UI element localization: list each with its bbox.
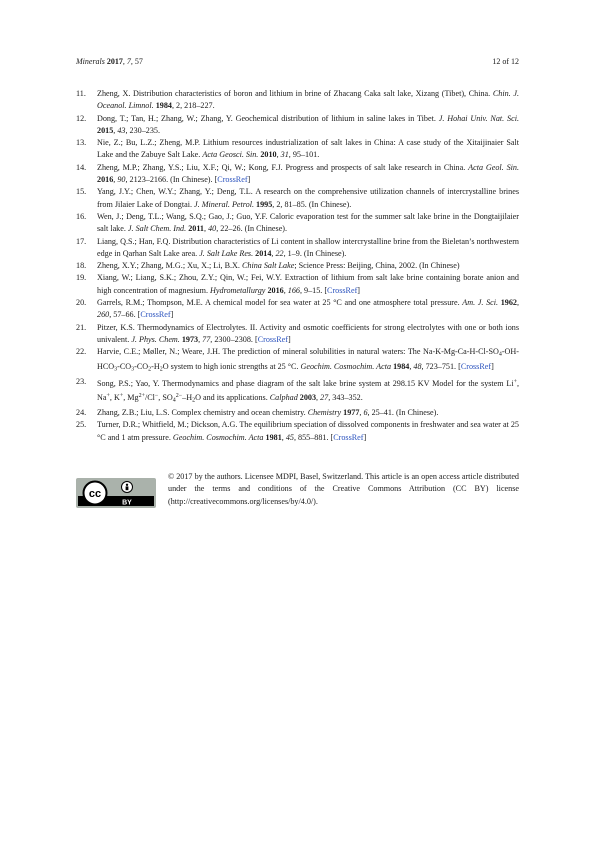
reference-journal: Geochim. Cosmochim. Acta [300,362,392,372]
reference-text: O and its applications. [195,393,270,403]
reference-journal: J. Phys. Chem. [131,334,180,344]
superscript: 2− [175,393,183,400]
reference-text: Xiang, W.; Liang, S.K.; Zhou, Z.Y.; Qin, W.; Fei, W.Y. Extraction of lithium from salt lake brine containing borate anion and high concentration of magnesium. [97,273,519,295]
reference-text: , 2, 218–227. [171,101,215,111]
reference-list [76,88,519,444]
reference-text: , [409,362,414,372]
reference-text: , 343–352. [328,393,363,403]
reference-text: Nie, Z.; Bu, L.Z.; Zheng, M.P. Lithium resources industrialization of salt lakes in China: A case study of the Xitaijinaier Salt Lake and the Zabuye Salt Lake. [97,138,519,160]
reference-journal: 90 [117,175,126,185]
reference-year: 1995 [256,199,273,209]
reference-text: Song, P.S.; Yao, Y. Thermodynamics and phase diagram of the salt lake brine system at 298.15 KV Model for the system Li [97,378,514,388]
reference-year: 1984 [155,101,172,111]
reference-text: , 230–235. [125,125,160,135]
reference-item [76,407,519,419]
crossref-link[interactable]: CrossRef [217,175,248,185]
reference-text: , Mg [123,393,139,403]
reference-text: , [281,432,286,442]
reference-number: 13. [76,138,87,148]
reference-year: 1962 [500,298,517,308]
crossref-link[interactable]: CrossRef [460,362,492,372]
reference-journal: 40 [208,224,217,234]
reference-number: 16. [76,211,87,221]
reference-text: , 2, 81–85. (In Chinese). [272,199,352,209]
reference-journal: Geochim. Cosmochim. Acta [172,432,264,442]
license-block [76,471,519,519]
crossref-link[interactable]: CrossRef [333,432,364,442]
page-header [76,57,519,69]
reference-text: Zheng, X.Y.; Zhang, M.G.; Xu, X.; Li, B.X. [97,261,242,271]
reference-text: , 855–881. [ [293,432,334,442]
reference-item [76,137,519,162]
reference-number: 18. [76,261,87,271]
cc-badge-text: cc [88,488,102,500]
reference-number: 19. [76,273,87,283]
reference-text: –H [182,393,193,403]
reference-text: , 2123–2166. (In Chinese). [ [125,175,218,185]
reference-text: , [271,248,276,258]
reference-text: -CO [134,362,149,372]
journal-volume: 7 [126,57,131,66]
reference-text: ] [363,432,367,442]
reference-journal: Chin. J. Oceanol. Limnol. [97,89,519,111]
superscript: + [106,393,110,400]
subscript: 2 [192,397,196,404]
subscript: 4 [172,397,176,404]
reference-text: , K [109,393,120,403]
reference-text: , 9–15. [ [299,285,328,295]
reference-item [76,211,519,236]
journal-citation: Minerals 2017, 7, 57 [76,57,143,66]
reference-text: , [276,150,281,160]
subscript: 4 [498,351,502,358]
reference-text: ] [247,175,251,185]
journal-name: Minerals [76,57,105,66]
reference-text: , [316,393,321,403]
cc-by-license-icon[interactable] [76,478,156,508]
reference-item [76,297,519,322]
reference-year: 2016 [97,175,114,185]
reference-number: 15. [76,187,87,197]
article-number: 57 [134,57,143,66]
by-badge-text: BY [122,499,132,507]
subscript: 2 [148,366,152,373]
reference-text: , 22–26. (In Chinese). [216,224,288,234]
reference-item [76,162,519,187]
reference-journal: 77 [202,334,211,344]
reference-item [76,88,519,113]
reference-year: 1977 [343,407,360,417]
reference-text: , [113,125,118,135]
reference-journal: 166 [287,285,300,295]
reference-text: , [359,407,364,417]
reference-number: 21. [76,322,87,332]
reference-year: 2003 [299,393,317,403]
reference-text: , [283,285,288,295]
reference-number: 17. [76,236,87,246]
reference-item [76,272,519,297]
superscript: 2+ [138,393,145,400]
reference-number: 25. [76,420,87,430]
reference-text: Wen, J.; Deng, T.L.; Wang, S.Q.; Gao, J.; Guo, Y.F. Caloric evaporation test for the summer salt lake brine in the Dongtaijilaier salt lake. [97,211,519,234]
reference-number: 12. [76,113,87,123]
reference-text: ] [491,362,494,372]
reference-text: Zhang, Z.B.; Liu, L.S. Complex chemistry and ocean chemistry. [97,407,308,417]
reference-text: Pitzer, K.S. Thermodynamics of Electrolytes. II. Activity and osmotic coefficients for strong electrolytes with one or both ions univalent. [97,322,519,344]
superscript: − [154,393,159,400]
superscript: + [513,378,517,385]
reference-journal: Am. J. Sci. [462,298,499,308]
reference-item [76,346,519,376]
reference-item [76,236,519,261]
reference-text: ] [287,334,291,344]
reference-journal: 27 [320,393,329,403]
reference-journal: 45 [285,432,294,442]
reference-journal: 260 [97,310,110,320]
reference-journal: Hydrometallurgy [210,285,266,295]
reference-text: Turner, D.R.; Whitfield, M.; Dickson, A.G. The equilibrium speciation of dissolved components in freshwater and sea water at 25 °C and 1 atm pressure. [97,420,519,442]
reference-text: Dong, T.; Tan, H.; Zhang, W.; Zhang, Y. Geochemical distribution of lithium in saline lakes in Tibet. [97,113,439,123]
reference-text: Liang, Q.S.; Han, F.Q. Distribution characteristics of Li content in shallow intercrystalline brine from the Bieletan’s northwestern edge in Qarhan Salt Lake area. [97,236,519,258]
reference-item [76,260,519,272]
reference-journal: 6 [363,407,368,417]
reference-text: ] [357,285,360,295]
journal-year: 2017 [106,57,123,66]
reference-text: Yang, J.Y.; Chen, W.Y.; Zhang, Y.; Deng, T.L. A research on the comprehensive utilization channels of intercrystalline brines from Jilaier Lake of Dongtai. [97,187,519,209]
reference-journal: J. Hohai Univ. Nat. Sci. [438,113,519,123]
reference-text: Zheng, M.P.; Zhang, Y.S.; Liu, X.F.; Qi, W.; Kong, F.J. Progress and prospects of salt lake research in China. [97,162,469,172]
reference-text: , [516,298,520,308]
reference-text: , 2300–2308. [ [210,334,258,344]
superscript: + [119,393,124,400]
reference-number: 20. [76,298,87,308]
subscript: 3 [114,366,118,373]
reference-text: , Na [97,378,519,403]
reference-item [76,113,519,138]
reference-text: , 57–66. [ [109,310,141,320]
reference-number: 22. [76,347,87,357]
reference-number: 11. [76,89,86,98]
reference-journal: Calphad [269,393,298,403]
reference-year: 2011 [188,224,204,234]
crossref-link[interactable]: CrossRef [327,285,358,295]
reference-text: Garrels, R.M.; Thompson, M.E. A chemical model for sea water at 25 °C and one atmosphere total pressure. [97,298,463,308]
reference-journal: 48 [413,362,422,372]
reference-year: 2015 [97,125,114,135]
reference-text: Harvie, C.E.; Møller, N.; Weare, J.H. The prediction of mineral solubilities in natural waters: The Na-K-Mg-Ca-H-Cl-SO [97,347,499,357]
reference-journal: J. Salt Lake Res. [199,248,254,258]
reference-year: 2016 [267,285,284,295]
reference-text: , [198,334,203,344]
reference-journal: 43 [117,125,126,135]
reference-journal: J. Salt Chem. Ind. [127,224,187,234]
reference-journal: Chemistry [307,407,342,417]
reference-text: , 25–41. (In Chinese). [367,407,439,417]
reference-journal: 31 [280,150,289,160]
page-number: 12 of 12 [492,57,519,66]
reference-item [76,376,519,407]
reference-text: , [204,224,209,234]
reference-year: 2010 [260,150,277,160]
reference-text: , [113,175,118,185]
reference-year: 1984 [393,362,410,372]
reference-item [76,186,519,211]
reference-item [76,419,519,444]
reference-number: 23. [76,376,87,386]
reference-item [76,322,519,347]
reference-text: /Cl [144,393,155,403]
crossref-link[interactable]: CrossRef [140,310,171,320]
license-text: © 2017 by the authors. Licensee MDPI, Basel, Switzerland. This article is an open access article distributed under the terms and conditions of the Creative Commons Attribution (CC BY) license (http://creativecommons.org/licenses/by/4.0/). [168,472,519,506]
reference-number: 14. [76,162,87,172]
reference-text: ] [170,310,174,320]
subscript: 3 [131,366,135,373]
reference-text: -H [151,362,160,372]
reference-text: -CO [117,362,132,372]
reference-text: , 723–751. [ [421,362,461,372]
reference-text: Zheng, X. Distribution characteristics of boron and lithium in brine of Zhacang Caka salt lake, Xizang (Tibet), China. [97,89,493,98]
reference-year: 1981 [265,432,282,442]
reference-journal: J. Mineral. Petrol. [194,199,254,209]
reference-text: , 95–101. [288,150,320,160]
reference-text: , 1–9. (In Chinese). [283,248,347,258]
reference-text: O system to high ionic strengths at 25 °C. [162,362,301,372]
reference-journal: Acta Geol. Sin. [468,162,519,172]
crossref-link[interactable]: CrossRef [257,334,288,344]
reference-text: ; Science Press: Beijing, China, 2002. (In Chinese) [294,261,460,271]
reference-journal: Acta Geosci. Sin. [202,150,259,160]
reference-text: -OH-HCO [97,347,519,372]
reference-text: , SO [158,393,173,403]
reference-journal: 22 [275,248,284,258]
reference-year: 2014 [255,248,272,258]
reference-journal: China Salt Lake [241,261,295,271]
subscript: 2 [159,366,163,373]
reference-year: 1973 [181,334,199,344]
reference-number: 24. [76,407,87,417]
